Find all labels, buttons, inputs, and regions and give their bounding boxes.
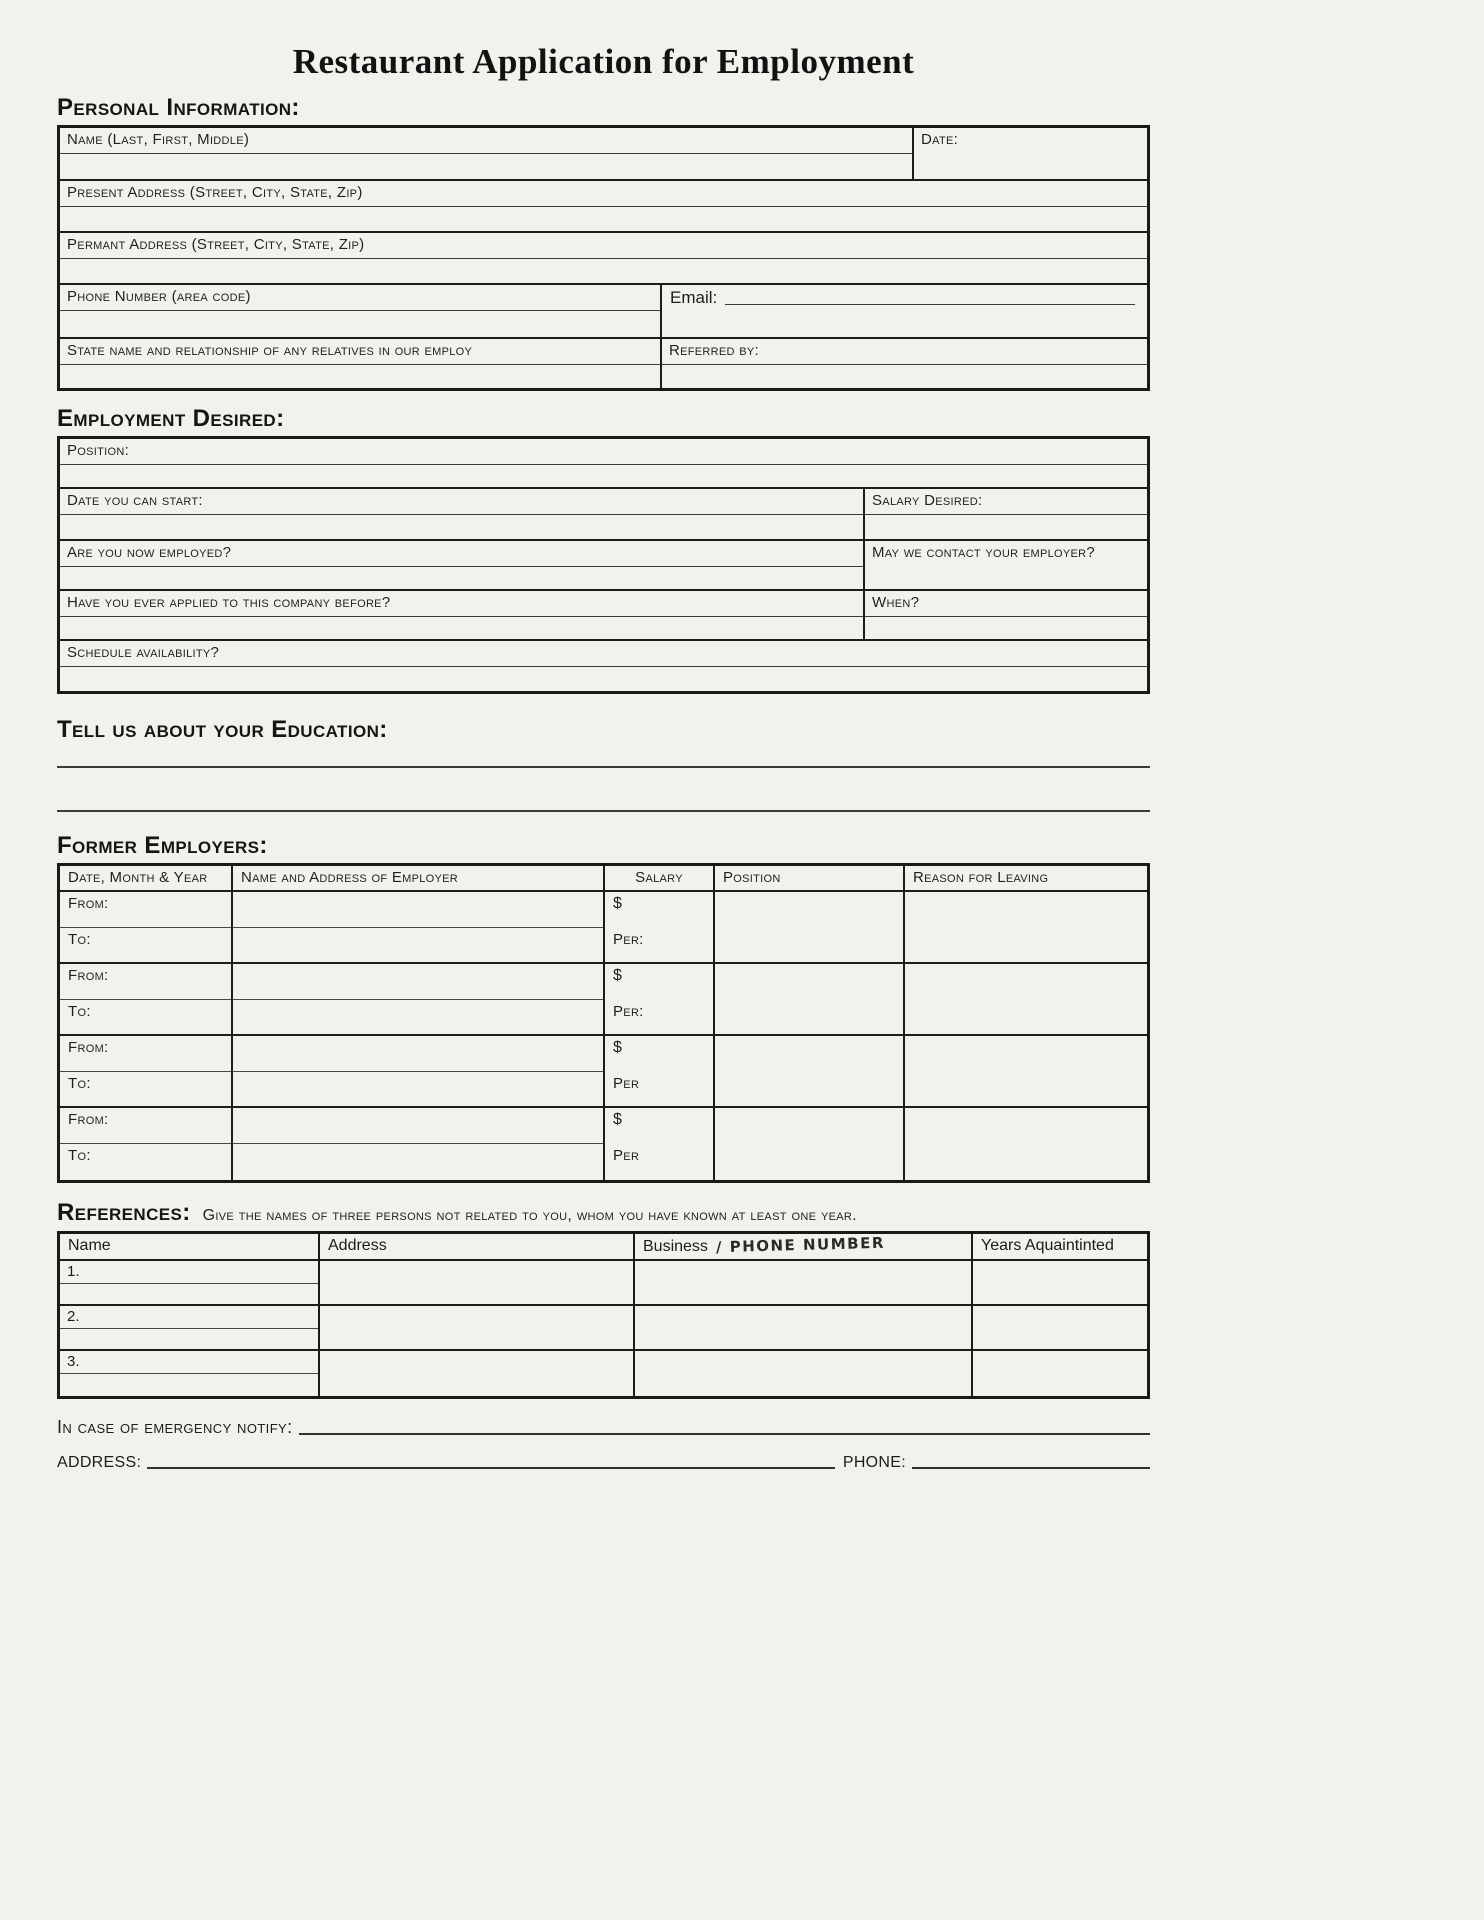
- former-employers-heading: Former Employers:: [57, 832, 268, 859]
- fe-r2-per-label: Per:: [613, 1003, 644, 1020]
- fe-r4-dollar-sign: $: [613, 1111, 622, 1128]
- fe-r4-reason-cell: [903, 1108, 1147, 1180]
- fe-r3-position-cell: [713, 1036, 903, 1108]
- start-date-label: Date you can start:: [67, 492, 203, 509]
- ref-row1-address-cell: [318, 1261, 633, 1306]
- address-write-line: [147, 1466, 835, 1469]
- contact-employer-label-line: [865, 541, 1147, 566]
- fe-r4-employer-bottom-cell: [231, 1144, 603, 1180]
- phone-write-line: [912, 1466, 1150, 1469]
- fe-r4-to-cell: [60, 1144, 231, 1180]
- row-name-date: [60, 128, 1147, 181]
- fe-r4-from-cell: [60, 1108, 231, 1144]
- fe-r3-to-cell: [60, 1072, 231, 1108]
- references-table: [57, 1231, 1150, 1399]
- contact-employer-label: May we contact your employer?: [872, 544, 1096, 561]
- relatives-field: [60, 339, 660, 388]
- row-phone-email: [60, 285, 1147, 339]
- start-date-field: [60, 489, 863, 539]
- ref-row2-address-cell: [318, 1306, 633, 1351]
- ref-business-handwritten-note: / PHONE NUMBER: [716, 1234, 886, 1257]
- phone-field: [60, 285, 660, 337]
- salary-desired-label: Salary Desired:: [872, 492, 983, 509]
- former-employers-table: [57, 863, 1150, 1183]
- fe-r1-to-cell: [60, 928, 231, 964]
- date-field-label-line: [914, 128, 1147, 153]
- referred-by-field: [660, 339, 1147, 388]
- email-write-line: [725, 303, 1135, 305]
- now-employed-field: [60, 541, 863, 589]
- now-employed-label: Are you now employed?: [67, 544, 232, 561]
- fe-r3-from-cell: [60, 1036, 231, 1072]
- ref-row1-name-cell: [60, 1261, 318, 1306]
- fe-r2-salary-per-cell: [603, 1000, 713, 1036]
- fe-col-header-date-label: Date, Month & Year: [68, 869, 208, 886]
- ref-col-header-address: Address: [318, 1234, 633, 1261]
- ref-col-header-years: Years Aquaintinted: [971, 1234, 1147, 1261]
- fe-r2-employer-bottom-cell: [231, 1000, 603, 1036]
- address-label: ADDRESS:: [57, 1454, 142, 1471]
- fe-r4-position-cell: [713, 1108, 903, 1180]
- row-schedule: [60, 641, 1147, 691]
- permanent-address-field: [60, 233, 1147, 283]
- fe-r1-per-label: Per:: [613, 931, 644, 948]
- fe-r1-reason-cell: [903, 892, 1147, 964]
- fe-r4-per-label: Per: [613, 1147, 640, 1164]
- ref-row2-name-cell: [60, 1306, 318, 1351]
- fe-r2-employer-top-cell: [231, 964, 603, 1000]
- fe-col-header-salary-label: Salary: [635, 869, 683, 886]
- position-label: Position:: [67, 442, 130, 459]
- ref-business-printed-label: Business: [643, 1238, 708, 1255]
- contact-employer-field: [863, 541, 1147, 589]
- fe-r1-salary-dollar-cell: [603, 892, 713, 928]
- date-field: [912, 128, 1147, 179]
- applied-before-label: Have you ever applied to this company before?: [67, 594, 391, 611]
- fe-r1-employer-top-cell: [231, 892, 603, 928]
- fe-r2-salary-dollar-cell: [603, 964, 713, 1000]
- form-title: Restaurant Application for Employment: [292, 42, 915, 81]
- fe-col-header-position-label: Position: [723, 869, 781, 886]
- row-employed-contact: [60, 541, 1147, 591]
- fe-r1-from-cell: [60, 892, 231, 928]
- fe-r2-position-cell: [713, 964, 903, 1036]
- fe-r3-to-label: To:: [68, 1075, 91, 1092]
- fe-r1-position-cell: [713, 892, 903, 964]
- start-date-label-line: [60, 489, 863, 515]
- schedule-label: Schedule availability?: [67, 644, 220, 661]
- fe-r4-to-label: To:: [68, 1147, 91, 1164]
- relatives-field-label-line: [60, 339, 660, 365]
- fe-r1-dollar-sign: $: [613, 895, 622, 912]
- fe-r1-employer-bottom-cell: [231, 928, 603, 964]
- present-address-label-line: [60, 181, 1147, 207]
- when-label-line: [865, 591, 1147, 617]
- references-instruction: Give the names of three persons not related to you, whom you have known at least one year.: [202, 1207, 857, 1224]
- fe-r3-per-label: Per: [613, 1075, 640, 1092]
- fe-r4-salary-dollar-cell: [603, 1108, 713, 1144]
- personal-info-table: [57, 125, 1150, 391]
- row-present-address: [60, 181, 1147, 233]
- fe-r3-employer-bottom-cell: [231, 1072, 603, 1108]
- email-field-label-line: [662, 285, 1147, 308]
- fe-r3-employer-top-cell: [231, 1036, 603, 1072]
- schedule-label-line: [60, 641, 1147, 667]
- references-heading-row: [57, 1199, 1150, 1227]
- fe-r1-salary-per-cell: [603, 928, 713, 964]
- name-field: [60, 128, 912, 179]
- row-position: [60, 439, 1147, 489]
- relatives-field-label: State name and relationship of any relatives in our employ: [67, 342, 473, 359]
- ref-row3-name-cell: [60, 1351, 318, 1396]
- ref-row3-number: 3.: [60, 1351, 318, 1374]
- form-content: [57, 0, 1150, 1472]
- fe-r2-from-cell: [60, 964, 231, 1000]
- when-label: When?: [872, 594, 920, 611]
- fe-r3-salary-dollar-cell: [603, 1036, 713, 1072]
- fe-r2-from-label: From:: [68, 967, 109, 984]
- personal-info-heading: Personal Information:: [57, 94, 300, 121]
- ref-row1-business-cell: [633, 1261, 971, 1306]
- fe-r3-salary-per-cell: [603, 1072, 713, 1108]
- schedule-field: [60, 641, 1147, 691]
- referred-by-label: Referred by:: [669, 342, 760, 359]
- ref-row3-business-cell: [633, 1351, 971, 1396]
- ref-col-header-business: [633, 1234, 971, 1261]
- ref-row1-years-cell: [971, 1261, 1147, 1306]
- fe-col-header-salary: [603, 866, 713, 892]
- education-write-line-1: [57, 766, 1150, 768]
- references-heading: References:: [57, 1199, 191, 1226]
- fe-r4-salary-per-cell: [603, 1144, 713, 1180]
- fe-r2-to-label: To:: [68, 1003, 91, 1020]
- fe-r2-dollar-sign: $: [613, 967, 622, 984]
- applied-before-label-line: [60, 591, 863, 617]
- permanent-address-label: Permant Address (Street, City, State, Zip): [67, 236, 365, 253]
- when-field: [863, 591, 1147, 639]
- fe-r2-reason-cell: [903, 964, 1147, 1036]
- fe-col-header-date: [60, 866, 231, 892]
- emergency-notify-label: In case of emergency notify:: [57, 1417, 293, 1437]
- ref-row3-years-cell: [971, 1351, 1147, 1396]
- fe-r3-from-label: From:: [68, 1039, 109, 1056]
- now-employed-label-line: [60, 541, 863, 567]
- employment-desired-table: [57, 436, 1150, 694]
- employment-desired-heading: Employment Desired:: [57, 405, 285, 432]
- fe-col-header-reason: [903, 866, 1147, 892]
- referred-by-label-line: [662, 339, 1147, 365]
- fe-r1-from-label: From:: [68, 895, 109, 912]
- position-field: [60, 439, 1147, 487]
- ref-row1-number: 1.: [60, 1261, 318, 1284]
- ref-row2-number: 2.: [60, 1306, 318, 1329]
- fe-col-header-employer: [231, 866, 603, 892]
- fe-col-header-reason-label: Reason for Leaving: [913, 869, 1049, 886]
- ref-row3-address-cell: [318, 1351, 633, 1396]
- salary-desired-field: [863, 489, 1147, 539]
- emergency-notify-write-line: [299, 1432, 1150, 1435]
- row-permanent-address: [60, 233, 1147, 285]
- fe-r1-to-label: To:: [68, 931, 91, 948]
- education-heading: Tell us about your Education:: [57, 716, 388, 743]
- name-field-label: Name (Last, First, Middle): [67, 131, 250, 148]
- position-label-line: [60, 439, 1147, 465]
- emergency-notify-row: [57, 1417, 1150, 1438]
- fe-col-header-position: [713, 866, 903, 892]
- applied-before-field: [60, 591, 863, 639]
- present-address-field: [60, 181, 1147, 231]
- fe-r3-dollar-sign: $: [613, 1039, 622, 1056]
- fe-r4-employer-top-cell: [231, 1108, 603, 1144]
- fe-r3-reason-cell: [903, 1036, 1147, 1108]
- education-write-line-2: [57, 810, 1150, 812]
- fe-r4-from-label: From:: [68, 1111, 109, 1128]
- row-applied-when: [60, 591, 1147, 641]
- row-start-salary: [60, 489, 1147, 541]
- ref-col-header-name: Name: [60, 1234, 318, 1261]
- phone-label: PHONE:: [842, 1454, 906, 1471]
- permanent-address-label-line: [60, 233, 1147, 259]
- name-field-label-line: [60, 128, 912, 154]
- date-field-label: Date:: [921, 131, 959, 148]
- salary-desired-label-line: [865, 489, 1147, 515]
- row-relatives-referred: [60, 339, 1147, 388]
- ref-row2-years-cell: [971, 1306, 1147, 1351]
- phone-field-label-line: [60, 285, 660, 311]
- present-address-label: Present Address (Street, City, State, Zip): [67, 184, 363, 201]
- fe-r2-to-cell: [60, 1000, 231, 1036]
- ref-row2-business-cell: [633, 1306, 971, 1351]
- fe-col-header-employer-label: Name and Address of Employer: [241, 869, 459, 886]
- phone-field-label: Phone Number (area code): [67, 288, 251, 305]
- address-phone-row: [57, 1454, 1150, 1472]
- email-field-label: Email:: [670, 288, 718, 307]
- email-field: [660, 285, 1147, 337]
